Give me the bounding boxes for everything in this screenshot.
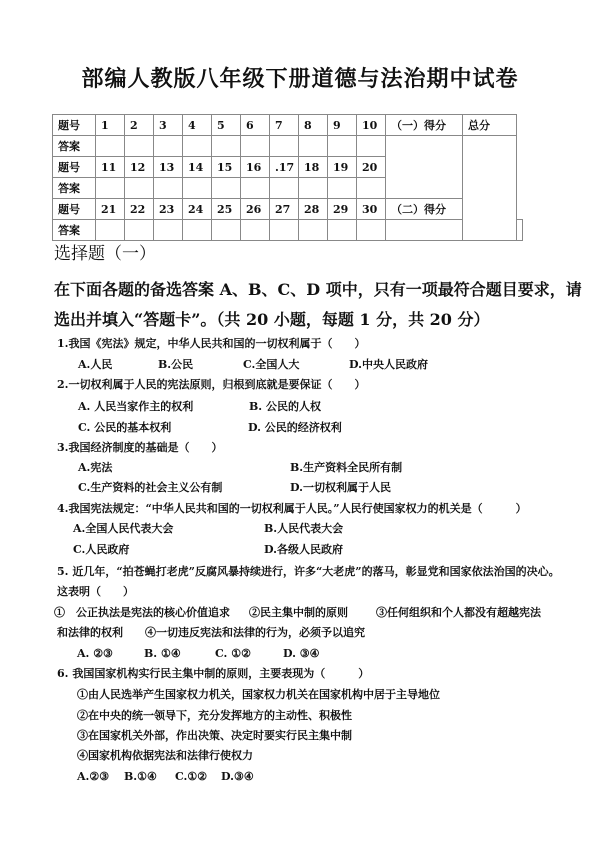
statement: ③在国家机关外部，作出决策、决定时要实行民主集中制 <box>77 729 352 742</box>
answer-sheet-table <box>52 114 523 241</box>
option: B. ①④ <box>144 647 181 660</box>
option: D.一切权利属于人民 <box>290 481 391 494</box>
option: A.②③ <box>77 770 110 783</box>
statement: ②在中央的统一领导下，充分发挥地方的主动性、积极性 <box>77 709 352 722</box>
total-header: 总分 <box>463 115 517 136</box>
cell: .17 <box>270 157 299 178</box>
cell-label: 题号 <box>53 157 96 178</box>
statement: ①由人民选举产生国家权力机关，国家权力机关在国家机构中居于主导地位 <box>77 688 440 701</box>
statement: ④一切违反宪法和法律的行为，必须予以追究 <box>145 626 365 639</box>
answer-cell[interactable] <box>183 220 212 241</box>
option: B. 公民的人权 <box>249 400 321 413</box>
answer-cell[interactable] <box>357 136 386 157</box>
cell-label: 题号 <box>53 199 96 220</box>
cell: 25 <box>212 199 241 220</box>
answer-cell[interactable] <box>96 178 125 199</box>
cell: 22 <box>125 199 154 220</box>
total-cell[interactable] <box>463 136 517 241</box>
instruction-line: 在下面各题的备选答案 A、B、C、D 项中，只有一项最符合题目要求，请 <box>54 280 582 299</box>
cell: 11 <box>96 157 125 178</box>
answer-cell[interactable] <box>241 220 270 241</box>
option: A. ②③ <box>77 647 113 660</box>
page-title: 部编人教版八年级下册道德与法治期中试卷 <box>81 66 519 92</box>
statement: ① 公正执法是宪法的核心价值追求 <box>54 606 230 619</box>
cell: 4 <box>183 115 212 136</box>
option: D. 公民的经济权利 <box>248 421 342 434</box>
cell: 30 <box>357 199 386 220</box>
answer-cell[interactable] <box>96 220 125 241</box>
answer-cell[interactable] <box>270 178 299 199</box>
cell: 12 <box>125 157 154 178</box>
question-stem: 5. 近几年，“拍苍蝇打老虎”反腐风暴持续进行，许多“大老虎”的落马，彰显党和国家依法治国的决心。 <box>57 565 560 578</box>
cell-label: 题号 <box>53 115 96 136</box>
cell: 28 <box>299 199 328 220</box>
option: B.人民代表大会 <box>264 522 344 535</box>
cell: 16 <box>241 157 270 178</box>
total-cell[interactable] <box>517 220 523 241</box>
cell: 23 <box>154 199 183 220</box>
answer-cell[interactable] <box>357 178 386 199</box>
question-stem: 这表明（ ） <box>57 585 134 598</box>
option: B.生产资料全民所有制 <box>290 461 403 474</box>
cell: 26 <box>241 199 270 220</box>
score-two-header: （二）得分 <box>386 199 463 220</box>
answer-cell[interactable] <box>270 136 299 157</box>
answer-cell[interactable] <box>154 178 183 199</box>
answer-cell[interactable] <box>270 220 299 241</box>
cell: 29 <box>328 199 357 220</box>
answer-cell[interactable] <box>125 178 154 199</box>
cell: 13 <box>154 157 183 178</box>
question-stem: 6. 我国国家机构实行民主集中制的原则，主要表现为（ ） <box>57 667 370 680</box>
cell: 27 <box>270 199 299 220</box>
cell: 10 <box>357 115 386 136</box>
question-stem: 2.一切权利属于人民的宪法原则，归根到底就是要保证（ ） <box>57 378 366 391</box>
option: D. ③④ <box>283 647 320 660</box>
cell-label: 答案 <box>53 178 96 199</box>
answer-cell[interactable] <box>183 178 212 199</box>
answer-cell[interactable] <box>154 220 183 241</box>
cell-label: 答案 <box>53 220 96 241</box>
option: C. 公民的基本权利 <box>78 421 172 434</box>
option: C.生产资料的社会主义公有制 <box>78 481 223 494</box>
question-stem: 3.我国经济制度的基础是（ ） <box>57 441 223 454</box>
answer-cell[interactable] <box>212 178 241 199</box>
option: D.③④ <box>221 770 254 783</box>
cell-label: 答案 <box>53 136 96 157</box>
option: B.公民 <box>158 358 194 371</box>
cell: 20 <box>357 157 386 178</box>
answer-cell[interactable] <box>299 136 328 157</box>
score-one-header: （一）得分 <box>386 115 463 136</box>
option: B.①④ <box>124 770 157 783</box>
answer-cell[interactable] <box>183 136 212 157</box>
section-heading: 选择题（一） <box>54 244 156 264</box>
cell: 14 <box>183 157 212 178</box>
statement: ②民主集中制的原则 <box>249 606 348 619</box>
cell: 5 <box>212 115 241 136</box>
answer-cell[interactable] <box>357 220 386 241</box>
option: A.宪法 <box>78 461 113 474</box>
answer-cell[interactable] <box>96 136 125 157</box>
score-one-cell[interactable] <box>386 136 463 199</box>
cell: 21 <box>96 199 125 220</box>
question-stem: 1.我国《宪法》规定，中华人民共和国的一切权利属于（ ） <box>57 337 366 350</box>
cell: 3 <box>154 115 183 136</box>
answer-cell[interactable] <box>328 136 357 157</box>
question-stem: 4.我国宪法规定：“中华人民共和国的一切权利属于人民。”人民行使国家权力的机关是（ ） <box>57 502 527 515</box>
cell: 9 <box>328 115 357 136</box>
option: A.全国人民代表大会 <box>73 522 174 535</box>
statement: ④国家机构依据宪法和法律行使权力 <box>77 749 253 762</box>
option: C.①② <box>175 770 208 783</box>
answer-cell[interactable] <box>299 178 328 199</box>
option: A. 人民当家作主的权利 <box>78 400 194 413</box>
cell: 19 <box>328 157 357 178</box>
cell: 24 <box>183 199 212 220</box>
answer-cell[interactable] <box>299 220 328 241</box>
statement: 和法律的权利 <box>57 626 123 639</box>
answer-cell[interactable] <box>125 220 154 241</box>
answer-cell[interactable] <box>328 220 357 241</box>
answer-cell[interactable] <box>241 136 270 157</box>
option: C.人民政府 <box>73 543 130 556</box>
cell: 7 <box>270 115 299 136</box>
option: C.全国人大 <box>243 358 300 371</box>
answer-cell[interactable] <box>241 178 270 199</box>
option: A.人民 <box>78 358 113 371</box>
cell: 2 <box>125 115 154 136</box>
option: C. ①② <box>215 647 251 660</box>
statement: ③任何组织和个人都没有超越宪法 <box>376 606 541 619</box>
cell: 8 <box>299 115 328 136</box>
option: D.中央人民政府 <box>349 358 428 371</box>
cell: 1 <box>96 115 125 136</box>
score-two-cell[interactable] <box>386 220 463 241</box>
answer-cell[interactable] <box>212 136 241 157</box>
option: D.各级人民政府 <box>264 543 343 556</box>
cell: 15 <box>212 157 241 178</box>
cell: 18 <box>299 157 328 178</box>
answer-cell[interactable] <box>328 178 357 199</box>
answer-cell[interactable] <box>154 136 183 157</box>
instruction-line: 选出并填入“答题卡”。（共 20 小题，每题 1 分，共 20 分） <box>54 310 490 329</box>
answer-cell[interactable] <box>125 136 154 157</box>
answer-cell[interactable] <box>212 220 241 241</box>
cell: 6 <box>241 115 270 136</box>
